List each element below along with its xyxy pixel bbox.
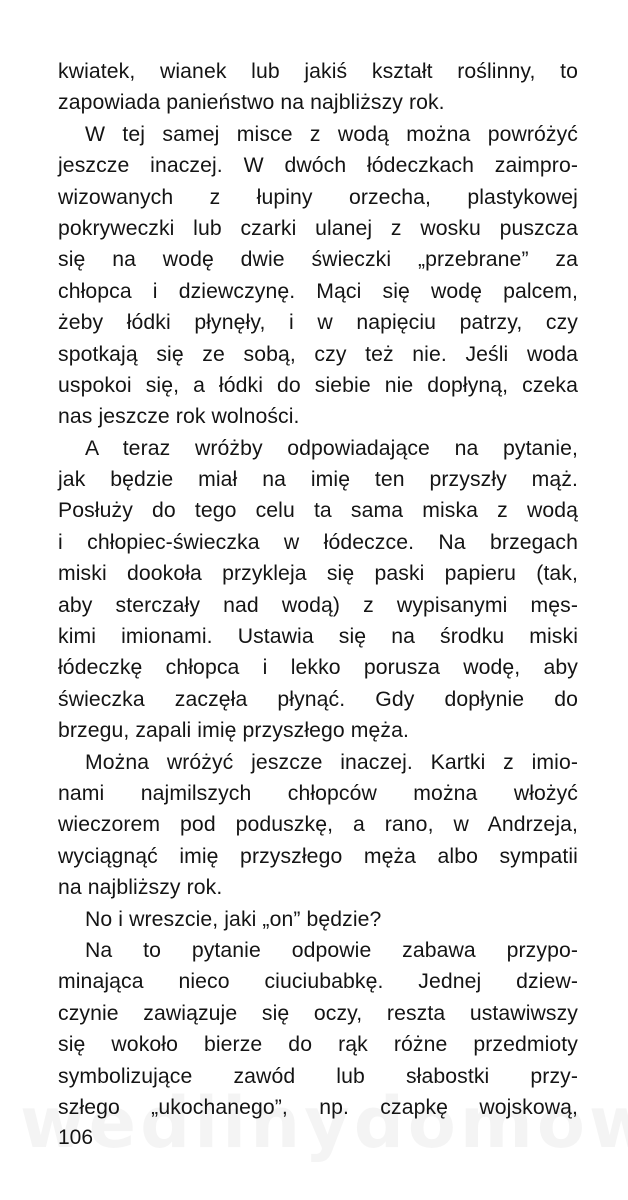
text-line: No i wreszcie, jaki „on” będzie? — [85, 907, 382, 931]
page-number: 106 — [58, 1126, 94, 1149]
text-line: W tej samej misce z wodą można powróżyć — [85, 122, 578, 146]
text-line: wyciągnąć imię przyszłego męża albo sympatii — [58, 844, 578, 868]
text-line: kwiatek, wianek lub jakiś kształt roślinny, to — [58, 60, 578, 83]
text-line: chłopca i dziewczynę. Mąci się wodę palcem, — [58, 279, 578, 303]
text-line: szłego „ukochanego”, np. czapkę wojskową, — [58, 1095, 578, 1119]
text-line: brzegu, zapali imię przyszłego męża. — [58, 719, 409, 743]
text-line: uspokoi się, a łódki do siebie nie dopłyną, czeka — [58, 373, 578, 397]
text-line: się na wodę dwie świeczki „przebrane” za — [58, 248, 578, 272]
text-line: spotkają się ze sobą, czy też nie. Jeśli woda — [58, 342, 578, 366]
text-line: aby sterczały nad wodą) z wypisanymi męs- — [58, 593, 578, 617]
text-line: wieczorem pod poduszkę, a rano, w Andrzeja, — [58, 813, 578, 837]
text-line: świeczka zaczęła płynąć. Gdy dopłynie do — [58, 687, 578, 711]
text-line: nami najmilszych chłopców można włożyć — [58, 781, 578, 805]
text-line: zapowiada panieństwo na najbliższy rok. — [58, 91, 445, 115]
text-line: wizowanych z łupiny orzecha, plastykowej — [58, 185, 578, 209]
text-line: Na to pytanie odpowie zabawa przypo- — [85, 938, 578, 962]
text-line: symbolizujące zawód lub słabostki przy- — [58, 1064, 578, 1088]
text-line: miski dookoła przykleja się paski papieru (tak, — [58, 562, 578, 586]
text-line: nas jeszcze rok wolności. — [58, 405, 300, 429]
text-line: jak będzie miał na imię ten przyszły mąż. — [58, 468, 578, 492]
text-line: kimi imionami. Ustawia się na środku miski — [58, 625, 578, 649]
body-text — [58, 56, 578, 1123]
text-line: Można wróżyć jeszcze inaczej. Kartki z imio- — [85, 750, 578, 774]
text-line: jeszcze inaczej. W dwóch łódeczkach zaimpro- — [58, 154, 578, 178]
text-line: i chłopiec-świeczka w łódeczce. Na brzegach — [58, 530, 578, 554]
text-line: się wokoło bierze do rąk różne przedmioty — [58, 1033, 578, 1057]
text-line: żeby łódki płynęły, i w napięciu patrzy, czy — [58, 311, 578, 335]
text-line: łódeczkę chłopca i lekko porusza wodę, aby — [58, 656, 578, 680]
text-line: na najbliższy rok. — [58, 876, 223, 900]
text-line: A teraz wróżby odpowiadające na pytanie, — [85, 436, 578, 460]
text-line: czynie zawiązuje się oczy, reszta ustawiwszy — [58, 1001, 578, 1025]
text-line: Posłuży do tego celu ta sama miska z wodą — [58, 499, 578, 523]
text-line: minająca nieco ciuciubabkę. Jednej dziew- — [58, 970, 578, 994]
text-line: pokryweczki lub czarki ulanej z wosku puszcza — [58, 216, 578, 240]
